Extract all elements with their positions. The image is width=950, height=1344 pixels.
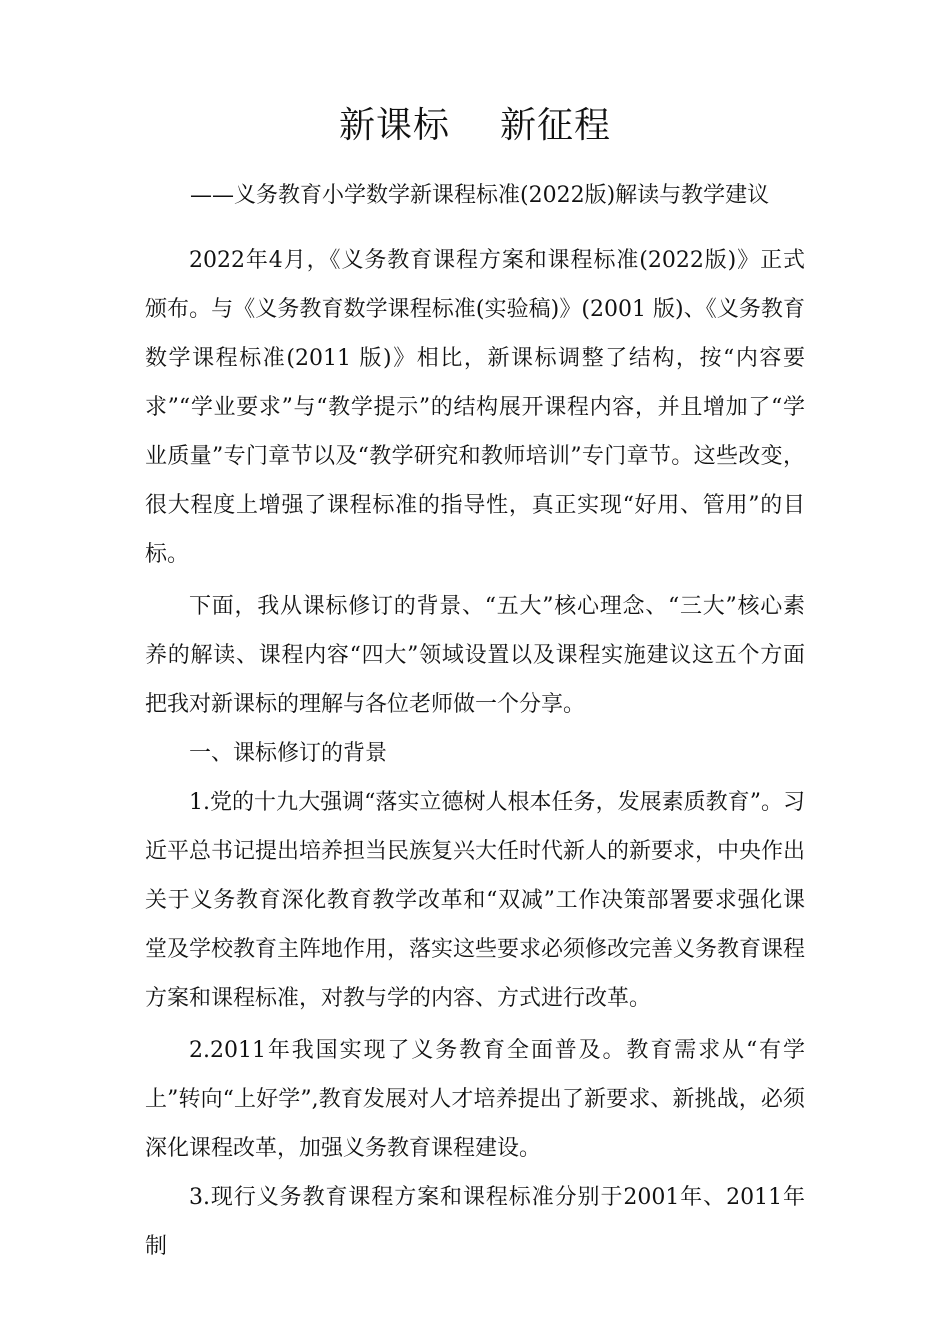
- paragraph-point-2: 2.2011年我国实现了义务教育全面普及。教育需求从“有学上”转向“上好学”,教育发展对人才培养提出了新要求、新挑战，必须深化课程改革，加强义务教育课程建设。: [145, 1038, 805, 1161]
- paragraph-point-3: 3.现行义务教育课程方案和课程标准分别于2001年、2011年制: [145, 1185, 805, 1259]
- paragraph-overview: 下面，我从课标修订的背景、“五大”核心理念、“三大”核心素养的解读、课程内容“四大”领域设置以及课程实施建议这五个方面把我对新课标的理解与各位老师做一个分享。: [145, 594, 805, 717]
- document-subtitle: ——义务教育小学数学新课程标准(2022版)解读与教学建议: [190, 183, 770, 208]
- title-part-2: 新征程: [500, 105, 612, 146]
- document-title: [0, 100, 950, 152]
- title-part-1: 新课标: [338, 105, 450, 146]
- section-heading-background: 一、课标修订的背景: [189, 741, 388, 766]
- paragraph-intro: 2022年4月，《义务教育课程方案和课程标准(2022版)》正式颁布。与《义务教育数学课程标准(实验稿)》(2001 版)、《义务教育数学课程标准(2011 版)》相比，新课标调整了结构，按“内容要求”“学业要求”与“教学提示”的结构展开课程内容，并且增加了“学业质量”专门章节以及“教学研究和教师培训”专门章节。这些改变，很大程度上增强了课程标准的指导性，真正实现“好用、管用”的目标。: [145, 248, 805, 567]
- paragraph-point-1: 1.党的十九大强调“落实立德树人根本任务，发展素质教育”。习近平总书记提出培养担当民族复兴大任时代新人的新要求，中央作出关于义务教育深化教育教学改革和“双减”工作决策部署要求强化课堂及学校教育主阵地作用，落实这些要求必须修改完善义务教育课程方案和课程标准，对教与学的内容、方式进行改革。: [145, 790, 806, 1011]
